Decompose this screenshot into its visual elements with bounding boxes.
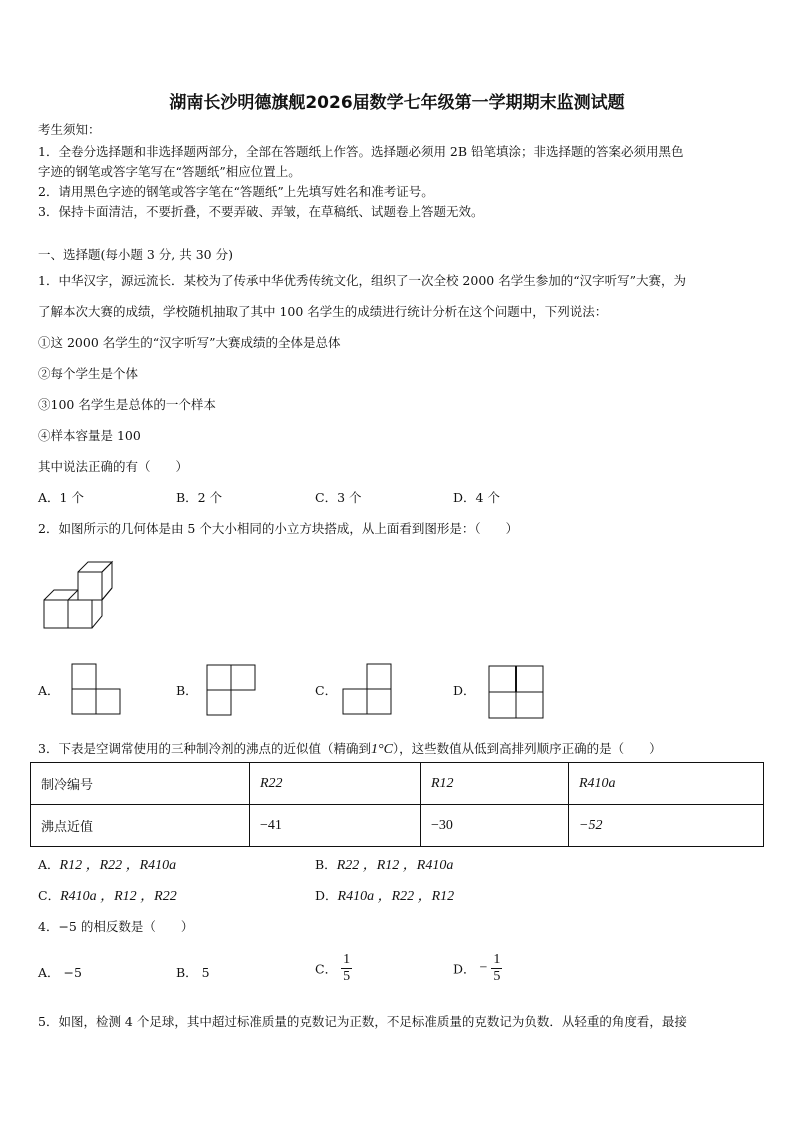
fraction: $\frac{1}{5}$ bbox=[343, 952, 351, 984]
q2-option-c-label: C． bbox=[315, 683, 338, 698]
notice-line-4: 3．保持卡面清洁，不要折叠，不要弄破、弄皱，在草稿纸、试题卷上答题无效。 bbox=[38, 204, 484, 219]
q1-statement-3: ③100 名学生是总体的一个样本 bbox=[38, 397, 216, 412]
q2-option-d-figure bbox=[489, 666, 545, 720]
q2-option-d-label: D． bbox=[453, 683, 476, 698]
table-value-cell: −30 bbox=[421, 805, 569, 847]
refrigerant-table bbox=[30, 762, 764, 847]
table-header-label: 制冷编号 bbox=[31, 763, 250, 805]
q4-text: 4．−5 的相反数是（ ） bbox=[38, 919, 194, 934]
q2-option-c-figure bbox=[343, 664, 393, 716]
section-heading: 一、选择题(每小题 3 分, 共 30 分) bbox=[38, 247, 233, 262]
table-value-cell: −52 bbox=[569, 805, 764, 847]
q3-option-a: A．R12 ，R22 ，R410a bbox=[38, 857, 177, 873]
q2-text: 2．如图所示的几何体是由 5 个大小相同的小立方块搭成，从上面看到图形是：（ ） bbox=[38, 521, 519, 536]
q1-option-b: B．2 个 bbox=[176, 490, 223, 505]
q1-line-1: 1．中华汉字，源远流长．某校为了传承中华优秀传统文化，组织了一次全校 2000 名学生参加的“汉字听写”大赛，为 bbox=[38, 273, 686, 288]
q3-option-c: C．R410a ，R12 ，R22 bbox=[38, 888, 177, 904]
table-code-cell: R12 bbox=[421, 763, 569, 805]
q1-statement-1: ①这 2000 名学生的“汉字听写”大赛成绩的全体是总体 bbox=[38, 335, 341, 350]
q1-statement-4: ④样本容量是 100 bbox=[38, 428, 141, 443]
q2-option-b-figure bbox=[207, 665, 257, 717]
q2-option-a-figure bbox=[72, 664, 122, 716]
q1-option-d: D．4 个 bbox=[453, 490, 500, 505]
notice-line-3: 2．请用黑色字迹的钢笔或答字笔在“答题纸”上先填写姓名和准考证号。 bbox=[38, 184, 434, 199]
q4-option-c: C． $\frac{1}{5}$ bbox=[315, 952, 351, 984]
q1-line-2: 了解本次大赛的成绩，学校随机抽取了其中 100 名学生的成绩进行统计分析在这个问题中，下列说法： bbox=[38, 304, 608, 319]
q1-option-c: C．3 个 bbox=[315, 490, 362, 505]
page-title: 湖南长沙明德旗舰2026届数学七年级第一学期期末监测试题 bbox=[169, 93, 625, 113]
q4-option-d: D． − $\frac{1}{5}$ bbox=[453, 952, 501, 984]
table-row bbox=[31, 805, 764, 847]
fraction: $\frac{1}{5}$ bbox=[493, 952, 501, 984]
q4-option-b: B． 5 bbox=[176, 965, 210, 980]
table-code-cell: R22 bbox=[250, 763, 421, 805]
q3-option-b: B．R22 ，R12 ，R410a bbox=[315, 857, 454, 873]
table-row-label: 沸点近值 bbox=[31, 805, 250, 847]
cube-figure bbox=[40, 560, 120, 640]
q1-statement-2: ②每个学生是个体 bbox=[38, 366, 139, 381]
q5-text: 5．如图，检测 4 个足球，其中超过标准质量的克数记为正数，不足标准质量的克数记为负数．从轻重的角度看，最接 bbox=[38, 1014, 687, 1029]
q3-text: 3．下表是空调常使用的三种制冷剂的沸点的近似值（精确到1°C），这些数值从低到高排列顺序正确的是（ ） bbox=[38, 741, 662, 757]
notice-line-2: 字迹的钢笔或答字笔写在“答题纸”相应位置上。 bbox=[38, 164, 301, 179]
table-row bbox=[31, 763, 764, 805]
table-value-cell: −41 bbox=[250, 805, 421, 847]
unit-value: 1°C bbox=[370, 742, 393, 757]
q3-option-d: D．R410a ，R22 ，R12 bbox=[315, 888, 455, 904]
notice-line-1: 1．全卷分选择题和非选择题两部分，全部在答题纸上作答。选择题必须用 2B 铅笔填涂；非选择题的答案必须用黑色 bbox=[38, 144, 684, 159]
table-code-cell: R410a bbox=[569, 763, 764, 805]
q4-option-a: A． −5 bbox=[38, 965, 82, 980]
q2-option-a-label: A． bbox=[38, 683, 60, 698]
q1-question: 其中说法正确的有（ ） bbox=[38, 459, 189, 474]
q2-option-b-label: B． bbox=[176, 683, 198, 698]
notice-heading: 考生须知： bbox=[38, 122, 101, 137]
q1-option-a: A．1 个 bbox=[38, 490, 84, 505]
